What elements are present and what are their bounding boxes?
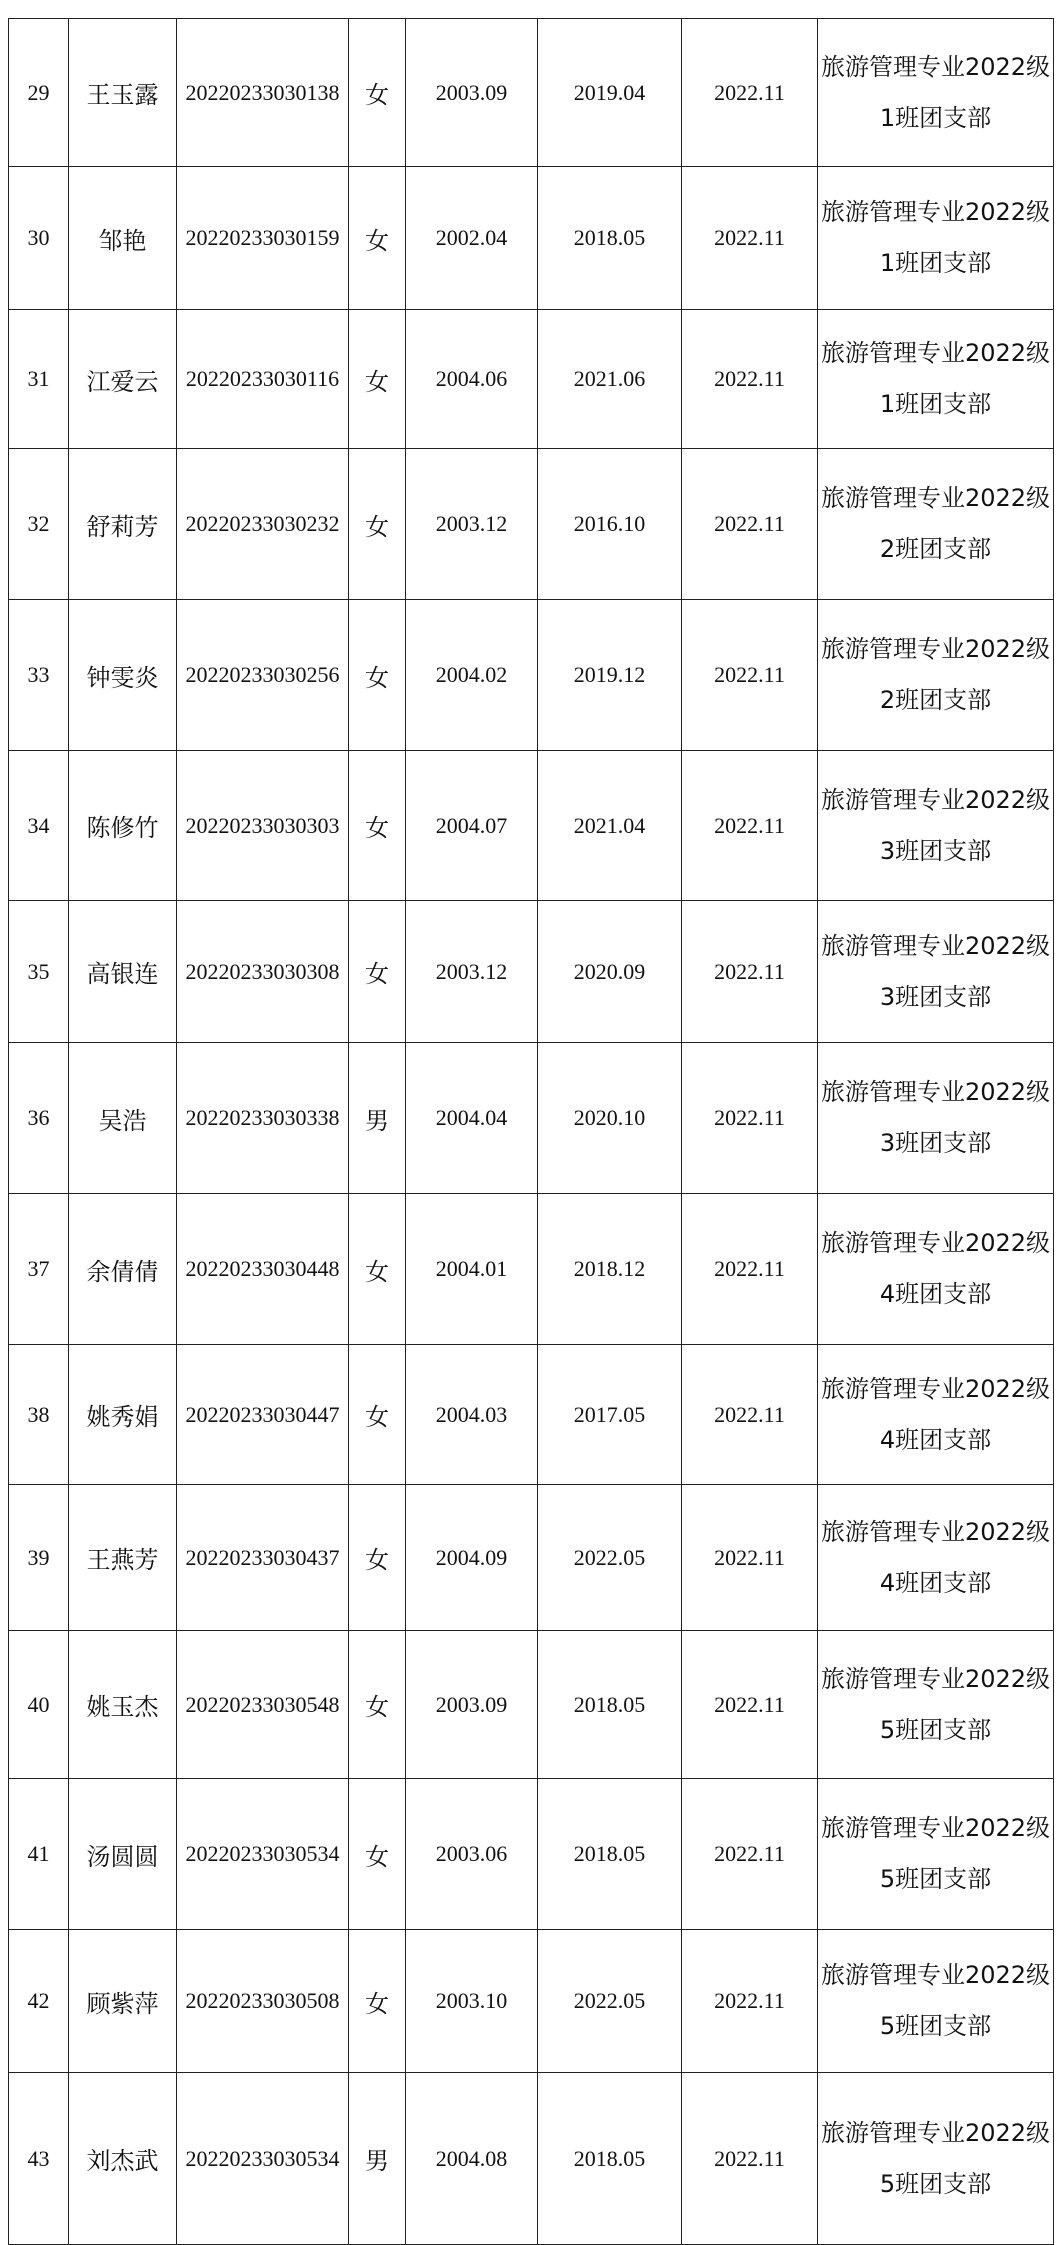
cell-student-id-text: 20220233030159 bbox=[185, 225, 340, 250]
cell-gender-text: 女 bbox=[365, 367, 389, 396]
cell-gender-text: 男 bbox=[365, 2147, 389, 2175]
cell-entry-date bbox=[682, 901, 818, 1043]
cell-number bbox=[9, 19, 69, 167]
cell-name-text: 高银连 bbox=[86, 960, 159, 988]
cell-branch bbox=[818, 19, 1054, 167]
cell-name bbox=[69, 449, 177, 600]
cell-name bbox=[69, 1930, 177, 2073]
cell-entry-date-text: 2022.11 bbox=[714, 2145, 785, 2171]
cell-branch-text: 旅游管理专业2022级4班团支部 bbox=[820, 1229, 1051, 1308]
cell-gender-text: 女 bbox=[365, 81, 389, 109]
cell-entry-date bbox=[682, 1930, 818, 2073]
cell-name-text: 余倩倩 bbox=[86, 1257, 159, 1286]
cell-entry-date bbox=[682, 1345, 818, 1485]
cell-gender-text: 女 bbox=[365, 1693, 389, 1721]
cell-join-date bbox=[538, 1631, 682, 1779]
cell-entry-date bbox=[682, 19, 818, 167]
cell-name-text: 吴浩 bbox=[98, 1106, 147, 1135]
cell-student-id bbox=[177, 1930, 349, 2073]
cell-student-id bbox=[177, 1631, 349, 1779]
cell-birth-date-text: 2004.04 bbox=[435, 1105, 508, 1130]
cell-number bbox=[9, 310, 69, 449]
cell-number bbox=[9, 1631, 69, 1779]
cell-join-date-text: 2018.05 bbox=[573, 1691, 646, 1717]
cell-number bbox=[9, 600, 69, 751]
cell-number bbox=[9, 1930, 69, 2073]
cell-student-id bbox=[177, 19, 349, 167]
cell-birth-date-text: 2004.06 bbox=[435, 366, 508, 391]
cell-entry-date-text: 2022.11 bbox=[714, 1988, 785, 2013]
cell-join-date bbox=[538, 1779, 682, 1930]
cell-join-date bbox=[538, 310, 682, 449]
cell-branch bbox=[818, 1631, 1054, 1779]
cell-birth-date-text: 2003.06 bbox=[435, 1841, 508, 1866]
cell-entry-date-text: 2022.11 bbox=[714, 1691, 785, 1717]
cell-number-text: 43 bbox=[27, 2145, 50, 2171]
table-row bbox=[9, 167, 1054, 310]
table-row bbox=[9, 1631, 1054, 1779]
cell-birth-date bbox=[406, 1779, 538, 1930]
roster-body bbox=[9, 19, 1054, 2245]
cell-birth-date-text: 2004.02 bbox=[435, 662, 508, 687]
cell-student-id bbox=[177, 167, 349, 310]
cell-student-id-text: 20220233030338 bbox=[185, 1105, 340, 1130]
cell-birth-date bbox=[406, 19, 538, 167]
cell-name bbox=[69, 310, 177, 449]
cell-branch-text: 旅游管理专业2022级4班团支部 bbox=[820, 1517, 1051, 1597]
cell-number-text: 40 bbox=[27, 1691, 50, 1717]
cell-branch-text: 旅游管理专业2022级5班团支部 bbox=[820, 1961, 1051, 2040]
cell-number bbox=[9, 751, 69, 901]
cell-entry-date-text: 2022.11 bbox=[714, 225, 785, 250]
table-row bbox=[9, 449, 1054, 600]
cell-number bbox=[9, 449, 69, 600]
cell-name bbox=[69, 1345, 177, 1485]
cell-birth-date bbox=[406, 1194, 538, 1345]
cell-name bbox=[69, 1194, 177, 1345]
table-row bbox=[9, 1779, 1054, 1930]
cell-branch bbox=[818, 901, 1054, 1043]
cell-gender bbox=[349, 751, 406, 901]
cell-name bbox=[69, 167, 177, 310]
cell-entry-date bbox=[682, 2073, 818, 2245]
cell-gender bbox=[349, 600, 406, 751]
cell-join-date-text: 2018.05 bbox=[573, 1841, 646, 1866]
cell-entry-date-text: 2022.11 bbox=[714, 79, 785, 105]
cell-join-date-text: 2017.05 bbox=[573, 1401, 646, 1427]
cell-name bbox=[69, 1043, 177, 1194]
cell-name bbox=[69, 1779, 177, 1930]
cell-student-id-text: 20220233030448 bbox=[185, 1256, 340, 1281]
cell-number-text: 37 bbox=[27, 1256, 50, 1281]
cell-birth-date-text: 2003.12 bbox=[435, 511, 508, 536]
cell-branch-text: 旅游管理专业2022级4班团支部 bbox=[820, 1374, 1051, 1454]
cell-name-text: 姚秀娟 bbox=[86, 1403, 159, 1431]
cell-gender-text: 女 bbox=[365, 512, 389, 541]
cell-join-date-text: 2020.10 bbox=[573, 1105, 646, 1130]
cell-name bbox=[69, 19, 177, 167]
cell-student-id-text: 20220233030447 bbox=[185, 1401, 340, 1427]
cell-entry-date bbox=[682, 1779, 818, 1930]
cell-entry-date bbox=[682, 1485, 818, 1631]
table-row bbox=[9, 19, 1054, 167]
cell-entry-date bbox=[682, 1043, 818, 1194]
cell-number bbox=[9, 1043, 69, 1194]
table-row bbox=[9, 1345, 1054, 1485]
table-row bbox=[9, 1485, 1054, 1631]
cell-branch-text: 旅游管理专业2022级3班团支部 bbox=[820, 931, 1051, 1011]
cell-name-text: 王燕芳 bbox=[86, 1546, 159, 1574]
cell-birth-date-text: 2004.07 bbox=[435, 812, 508, 838]
cell-gender bbox=[349, 449, 406, 600]
cell-number-text: 36 bbox=[27, 1105, 50, 1130]
cell-entry-date bbox=[682, 1194, 818, 1345]
cell-branch-text: 旅游管理专业2022级5班团支部 bbox=[820, 1664, 1051, 1744]
cell-birth-date bbox=[406, 1043, 538, 1194]
cell-name-text: 舒莉芳 bbox=[86, 512, 159, 541]
cell-join-date bbox=[538, 751, 682, 901]
cell-number-text: 41 bbox=[27, 1841, 50, 1866]
cell-entry-date-text: 2022.11 bbox=[714, 1256, 785, 1281]
cell-number-text: 31 bbox=[27, 366, 50, 391]
cell-number-text: 32 bbox=[27, 511, 50, 536]
cell-entry-date-text: 2022.11 bbox=[714, 812, 785, 838]
cell-entry-date bbox=[682, 167, 818, 310]
cell-gender-text: 女 bbox=[365, 1989, 389, 2018]
cell-join-date-text: 2022.05 bbox=[573, 1988, 646, 2013]
cell-name-text: 江爱云 bbox=[86, 367, 159, 396]
cell-join-date-text: 2021.06 bbox=[573, 366, 646, 391]
member-roster-table bbox=[8, 18, 1054, 2245]
cell-branch bbox=[818, 310, 1054, 449]
cell-branch-text: 旅游管理专业2022级2班团支部 bbox=[820, 635, 1051, 714]
cell-branch-text: 旅游管理专业2022级2班团支部 bbox=[820, 484, 1051, 563]
cell-student-id bbox=[177, 901, 349, 1043]
cell-gender-text: 女 bbox=[365, 663, 389, 692]
cell-number-text: 29 bbox=[27, 79, 50, 105]
cell-join-date bbox=[538, 1930, 682, 2073]
cell-number-text: 39 bbox=[27, 1544, 50, 1570]
cell-branch bbox=[818, 2073, 1054, 2245]
cell-student-id bbox=[177, 310, 349, 449]
cell-join-date bbox=[538, 449, 682, 600]
cell-birth-date-text: 2004.03 bbox=[435, 1401, 508, 1427]
cell-number-text: 34 bbox=[27, 812, 50, 838]
cell-branch bbox=[818, 600, 1054, 751]
cell-student-id bbox=[177, 1194, 349, 1345]
cell-student-id-text: 20220233030256 bbox=[185, 662, 340, 687]
cell-name-text: 陈修竹 bbox=[86, 814, 159, 842]
cell-student-id-text: 20220233030232 bbox=[185, 511, 340, 536]
cell-branch bbox=[818, 167, 1054, 310]
cell-entry-date-text: 2022.11 bbox=[714, 958, 785, 984]
cell-name-text: 钟雯炎 bbox=[86, 663, 159, 692]
cell-student-id-text: 20220233030508 bbox=[185, 1988, 340, 2013]
cell-name-text: 顾紫萍 bbox=[86, 1989, 159, 2018]
cell-gender bbox=[349, 1930, 406, 2073]
table-row bbox=[9, 600, 1054, 751]
cell-birth-date-text: 2002.04 bbox=[435, 225, 508, 250]
cell-birth-date-text: 2003.09 bbox=[435, 79, 508, 105]
cell-join-date bbox=[538, 167, 682, 310]
cell-birth-date bbox=[406, 2073, 538, 2245]
cell-join-date-text: 2019.04 bbox=[573, 79, 646, 105]
cell-student-id-text: 20220233030548 bbox=[185, 1691, 340, 1717]
cell-gender bbox=[349, 19, 406, 167]
cell-number-text: 33 bbox=[27, 662, 50, 687]
cell-student-id bbox=[177, 2073, 349, 2245]
cell-join-date-text: 2021.04 bbox=[573, 812, 646, 838]
cell-join-date bbox=[538, 2073, 682, 2245]
table-row bbox=[9, 1043, 1054, 1194]
cell-gender bbox=[349, 901, 406, 1043]
cell-number bbox=[9, 1485, 69, 1631]
cell-birth-date bbox=[406, 1631, 538, 1779]
cell-gender bbox=[349, 2073, 406, 2245]
cell-branch bbox=[818, 1043, 1054, 1194]
cell-gender bbox=[349, 1345, 406, 1485]
cell-branch-text: 旅游管理专业2022级5班团支部 bbox=[820, 2118, 1051, 2198]
cell-birth-date bbox=[406, 167, 538, 310]
cell-join-date-text: 2016.10 bbox=[573, 511, 646, 536]
cell-name-text: 刘杰武 bbox=[86, 2147, 159, 2175]
cell-gender-text: 女 bbox=[365, 1257, 389, 1286]
cell-student-id bbox=[177, 1779, 349, 1930]
cell-birth-date-text: 2004.09 bbox=[435, 1544, 508, 1570]
cell-birth-date bbox=[406, 600, 538, 751]
cell-number-text: 30 bbox=[27, 225, 50, 250]
cell-entry-date bbox=[682, 310, 818, 449]
cell-branch bbox=[818, 1194, 1054, 1345]
cell-branch-text: 旅游管理专业2022级5班团支部 bbox=[820, 1814, 1051, 1893]
cell-student-id-text: 20220233030437 bbox=[185, 1544, 340, 1570]
cell-gender bbox=[349, 1485, 406, 1631]
cell-branch-text: 旅游管理专业2022级3班团支部 bbox=[820, 1078, 1051, 1157]
cell-branch bbox=[818, 449, 1054, 600]
cell-branch-text: 旅游管理专业2022级3班团支部 bbox=[820, 785, 1051, 865]
cell-gender-text: 女 bbox=[365, 226, 389, 255]
cell-birth-date bbox=[406, 1930, 538, 2073]
cell-branch bbox=[818, 1485, 1054, 1631]
cell-branch-text: 旅游管理专业2022级1班团支部 bbox=[820, 52, 1051, 132]
cell-join-date-text: 2019.12 bbox=[573, 662, 646, 687]
cell-number bbox=[9, 1194, 69, 1345]
cell-branch-text: 旅游管理专业2022级1班团支部 bbox=[820, 198, 1051, 277]
cell-birth-date bbox=[406, 1345, 538, 1485]
cell-birth-date-text: 2003.12 bbox=[435, 958, 508, 984]
cell-name bbox=[69, 1631, 177, 1779]
cell-student-id bbox=[177, 1345, 349, 1485]
cell-student-id bbox=[177, 1043, 349, 1194]
cell-name-text: 汤圆圆 bbox=[86, 1842, 159, 1871]
cell-birth-date-text: 2004.01 bbox=[435, 1256, 508, 1281]
cell-branch bbox=[818, 751, 1054, 901]
cell-name-text: 姚玉杰 bbox=[86, 1693, 159, 1721]
cell-name bbox=[69, 901, 177, 1043]
cell-student-id-text: 20220233030116 bbox=[185, 366, 340, 391]
cell-entry-date-text: 2022.11 bbox=[714, 1544, 785, 1570]
cell-number-text: 38 bbox=[27, 1401, 50, 1427]
cell-number-text: 35 bbox=[27, 958, 50, 984]
cell-student-id bbox=[177, 449, 349, 600]
cell-gender-text: 女 bbox=[365, 814, 389, 842]
cell-entry-date-text: 2022.11 bbox=[714, 1401, 785, 1427]
cell-gender-text: 男 bbox=[365, 1106, 389, 1135]
table-row bbox=[9, 901, 1054, 1043]
cell-birth-date bbox=[406, 751, 538, 901]
cell-number bbox=[9, 167, 69, 310]
cell-gender bbox=[349, 167, 406, 310]
cell-name bbox=[69, 1485, 177, 1631]
cell-gender bbox=[349, 1043, 406, 1194]
cell-join-date bbox=[538, 1043, 682, 1194]
cell-join-date bbox=[538, 1345, 682, 1485]
cell-student-id-text: 20220233030534 bbox=[185, 1841, 340, 1866]
cell-birth-date-text: 2004.08 bbox=[435, 2145, 508, 2171]
table-row bbox=[9, 751, 1054, 901]
cell-entry-date-text: 2022.11 bbox=[714, 511, 785, 536]
cell-entry-date-text: 2022.11 bbox=[714, 366, 785, 391]
cell-birth-date bbox=[406, 310, 538, 449]
cell-name bbox=[69, 751, 177, 901]
cell-gender bbox=[349, 1194, 406, 1345]
cell-student-id bbox=[177, 751, 349, 901]
cell-name bbox=[69, 600, 177, 751]
cell-gender bbox=[349, 310, 406, 449]
cell-birth-date-text: 2003.09 bbox=[435, 1691, 508, 1717]
cell-number bbox=[9, 901, 69, 1043]
cell-gender-text: 女 bbox=[365, 1403, 389, 1431]
cell-birth-date bbox=[406, 901, 538, 1043]
cell-birth-date bbox=[406, 1485, 538, 1631]
cell-number bbox=[9, 1345, 69, 1485]
table-row bbox=[9, 2073, 1054, 2245]
cell-gender-text: 女 bbox=[365, 1546, 389, 1574]
cell-student-id bbox=[177, 600, 349, 751]
cell-number-text: 42 bbox=[27, 1988, 50, 2013]
cell-join-date bbox=[538, 600, 682, 751]
cell-student-id-text: 20220233030534 bbox=[185, 2145, 340, 2171]
cell-entry-date bbox=[682, 449, 818, 600]
cell-name-text: 王玉露 bbox=[86, 81, 159, 109]
cell-join-date-text: 2018.05 bbox=[573, 225, 646, 250]
cell-join-date bbox=[538, 1485, 682, 1631]
cell-name bbox=[69, 2073, 177, 2245]
cell-student-id-text: 20220233030308 bbox=[185, 958, 340, 984]
table-row bbox=[9, 310, 1054, 449]
cell-join-date bbox=[538, 19, 682, 167]
cell-entry-date bbox=[682, 600, 818, 751]
cell-gender-text: 女 bbox=[365, 960, 389, 988]
cell-branch-text: 旅游管理专业2022级1班团支部 bbox=[820, 339, 1051, 418]
cell-join-date-text: 2020.09 bbox=[573, 958, 646, 984]
cell-branch bbox=[818, 1930, 1054, 2073]
cell-student-id bbox=[177, 1485, 349, 1631]
cell-number bbox=[9, 2073, 69, 2245]
cell-entry-date bbox=[682, 751, 818, 901]
cell-birth-date bbox=[406, 449, 538, 600]
cell-branch bbox=[818, 1779, 1054, 1930]
cell-entry-date bbox=[682, 1631, 818, 1779]
cell-join-date-text: 2018.12 bbox=[573, 1256, 646, 1281]
cell-join-date bbox=[538, 901, 682, 1043]
cell-branch bbox=[818, 1345, 1054, 1485]
cell-entry-date-text: 2022.11 bbox=[714, 1841, 785, 1866]
cell-join-date-text: 2022.05 bbox=[573, 1544, 646, 1570]
table-row bbox=[9, 1930, 1054, 2073]
cell-student-id-text: 20220233030303 bbox=[185, 812, 340, 838]
cell-number bbox=[9, 1779, 69, 1930]
cell-student-id-text: 20220233030138 bbox=[185, 79, 340, 105]
table-row bbox=[9, 1194, 1054, 1345]
cell-join-date-text: 2018.05 bbox=[573, 2145, 646, 2171]
cell-entry-date-text: 2022.11 bbox=[714, 662, 785, 687]
cell-gender bbox=[349, 1631, 406, 1779]
cell-name-text: 邹艳 bbox=[98, 226, 147, 255]
cell-entry-date-text: 2022.11 bbox=[714, 1105, 785, 1130]
cell-birth-date-text: 2003.10 bbox=[435, 1988, 508, 2013]
cell-gender-text: 女 bbox=[365, 1842, 389, 1871]
cell-join-date bbox=[538, 1194, 682, 1345]
cell-gender bbox=[349, 1779, 406, 1930]
